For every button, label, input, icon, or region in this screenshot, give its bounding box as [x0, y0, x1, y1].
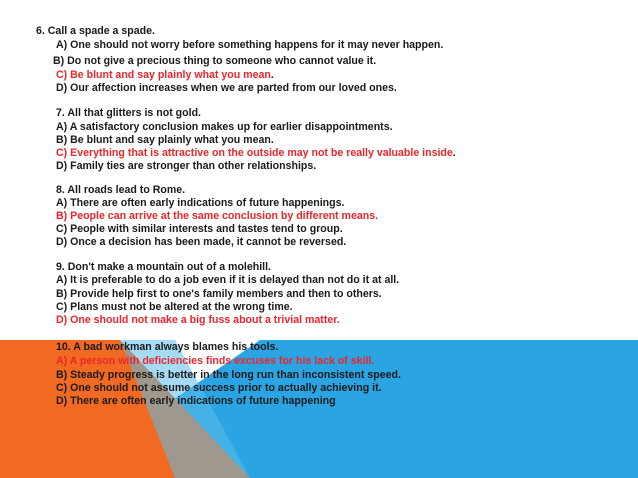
question-10-option-b: B) Steady progress is better in the long run than inconsistent speed. — [56, 369, 401, 381]
question-9-title: 9. Don't make a mountain out of a molehill. — [56, 261, 272, 273]
question-7-option-c — [56, 147, 456, 160]
sentence-period: . — [452, 147, 456, 159]
sentence-period: . — [270, 69, 274, 81]
question-8-option-b: B) People can arrive at the same conclusion by different means. — [56, 210, 379, 222]
question-7-option-a: A) A satisfactory conclusion makes up for earlier disappointments. — [56, 121, 393, 133]
question-9-option-c: C) Plans must not be altered at the wrong time. — [56, 301, 293, 313]
question-6-title: 6. Call a spade a spade. — [36, 25, 155, 37]
question-8-option-d: D) Once a decision has been made, it cannot be reversed. — [56, 236, 347, 248]
question-7-title: 7. All that glitters is not gold. — [56, 107, 201, 119]
correct-answer-text: C) Be blunt and say plainly what you mean — [56, 69, 271, 81]
question-9-option-d: D) One should not make a big fuss about a trivial matter. — [56, 314, 340, 326]
question-8-option-a: A) There are often early indications of future happenings. — [56, 197, 345, 209]
question-6-option-a: A) One should not worry before something happens for it may never happen. — [56, 39, 444, 51]
correct-answer-text: C) Everything that is attractive on the outside may not be really valuable inside — [56, 147, 453, 159]
question-10-option-d: D) There are often early indications of future happening — [56, 395, 336, 407]
question-9-option-a: A) It is preferable to do a job even if it is delayed than not do it at all. — [56, 274, 400, 286]
question-10-option-c: C) One should not assume success prior to actually achieving it. — [56, 382, 382, 394]
question-10-title: 10. A bad workman always blames his tools. — [56, 341, 279, 353]
question-6-option-c — [56, 69, 274, 82]
question-8-option-c: C) People with similar interests and tastes tend to group. — [56, 223, 343, 235]
question-9-option-b: B) Provide help first to one's family members and then to others. — [56, 288, 382, 300]
question-6-option-b: B) Do not give a precious thing to someone who cannot value it. — [53, 55, 377, 67]
question-7-option-b: B) Be blunt and say plainly what you mean. — [56, 134, 274, 146]
question-6-option-d: D) Our affection increases when we are parted from our loved ones. — [56, 82, 397, 94]
question-7-option-d: D) Family ties are stronger than other relationships. — [56, 160, 317, 172]
question-10-option-a: A) A person with deficiencies finds excuses for his lack of skill. — [56, 355, 375, 367]
question-8-title: 8. All roads lead to Rome. — [56, 184, 186, 196]
